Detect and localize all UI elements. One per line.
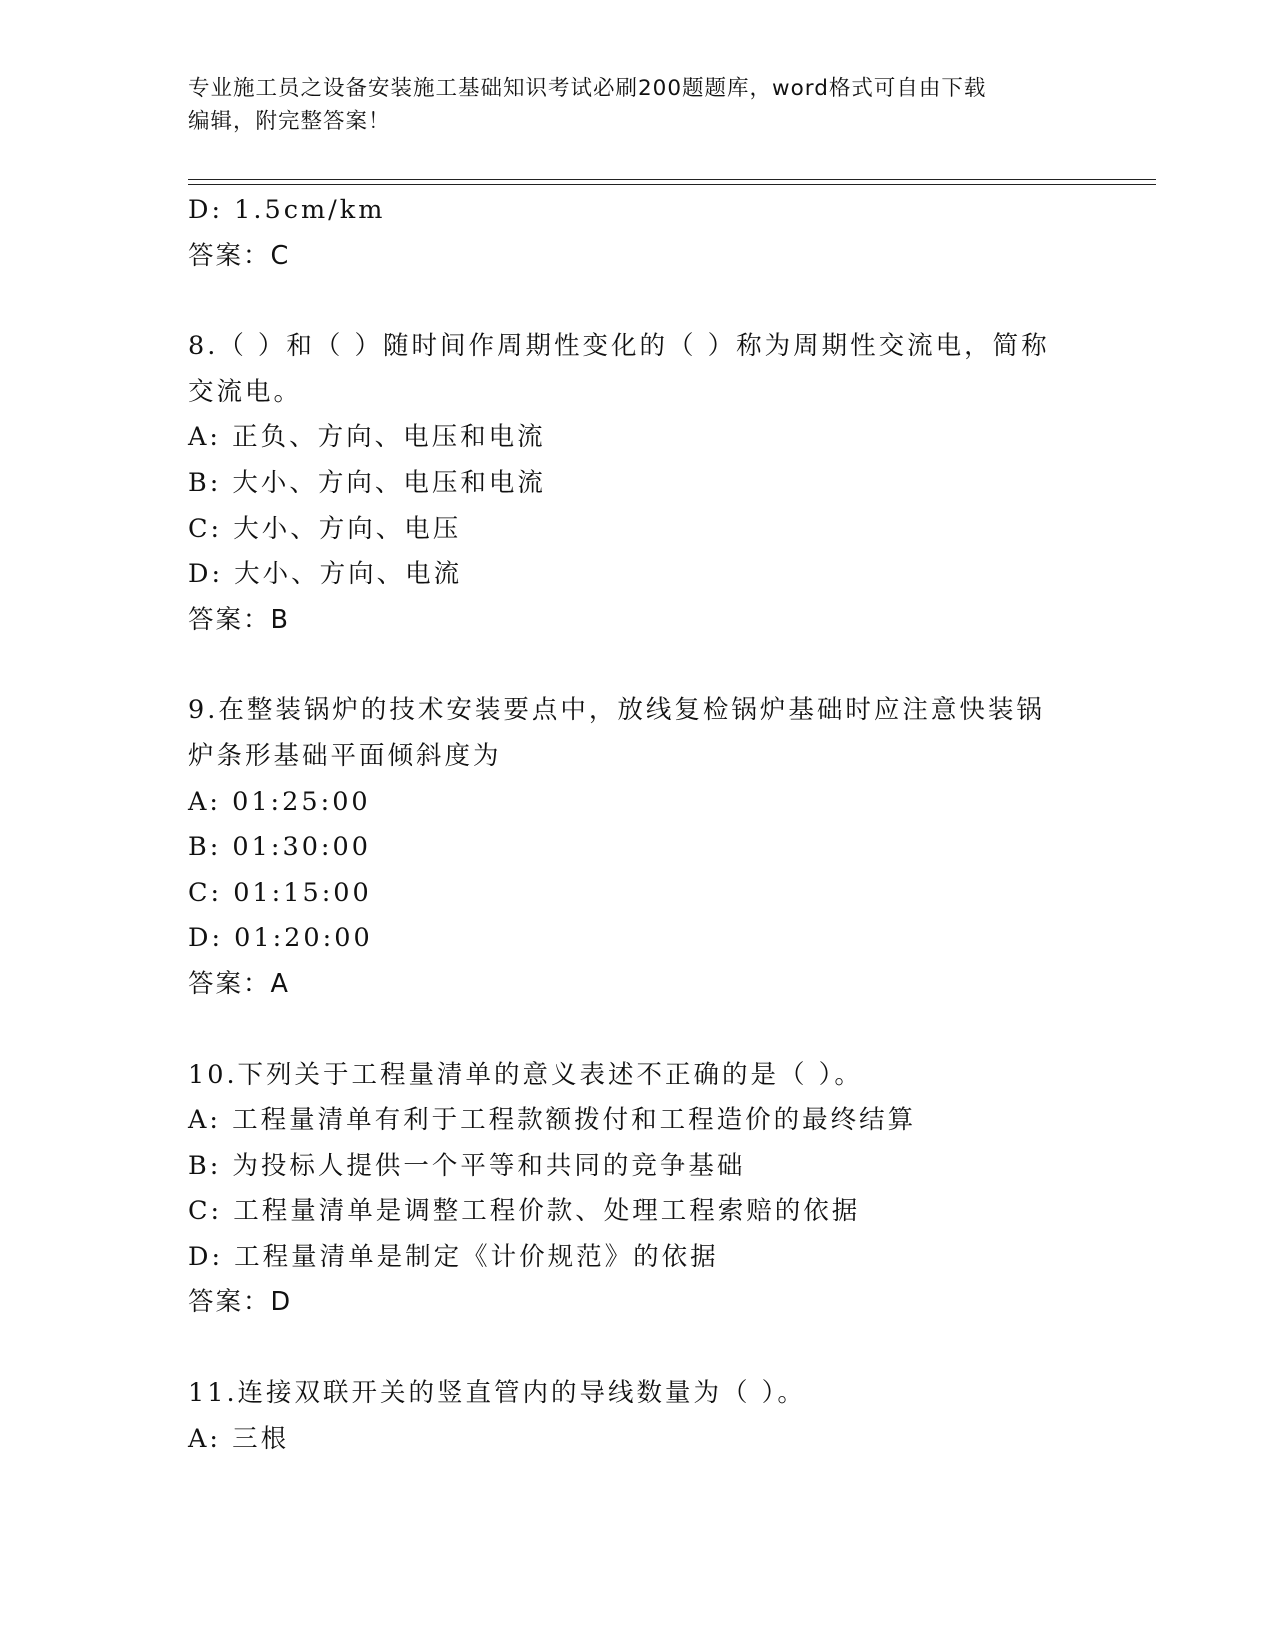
header-title-line-1: 专业施工员之设备安装施工基础知识考试必刷200题题库，word格式可自由下载: [188, 76, 987, 101]
option-d: D: 1.5cm/km: [188, 195, 386, 225]
answer-line: 答案：A: [188, 968, 290, 999]
question-text-line-1: 10.下列关于工程量清单的意义表述不正确的是（ ）。: [188, 1059, 863, 1090]
spacer: [188, 1326, 1088, 1371]
option-c: C: 01:15:00: [188, 877, 372, 908]
option-a: A: 01:25:00: [188, 786, 371, 817]
option-b: B: 为投标人提供一个平等和共同的竞争基础: [188, 1150, 746, 1181]
header-divider-top: [188, 179, 1156, 180]
question-11: [188, 1371, 1088, 1462]
option-b: B: 大小、方向、电压和电流: [188, 467, 546, 498]
spacer: [188, 1008, 1088, 1053]
question-text-line-1: 9.在整装锅炉的技术安装要点中，放线复检锅炉基础时应注意快装锅: [188, 695, 1045, 726]
answer-line: 答案：D: [188, 1287, 293, 1318]
option-d: D: 大小、方向、电流: [188, 559, 463, 590]
option-d: D: 01:20:00: [188, 923, 373, 954]
question-8: [188, 324, 1088, 643]
option-a: A: 三根: [188, 1423, 290, 1454]
option-c: C: 大小、方向、电压: [188, 513, 462, 544]
spacer: [188, 643, 1088, 688]
question-text-line-2: 交流电。: [188, 376, 303, 407]
question-9: [188, 688, 1088, 1007]
document-header: [188, 72, 1088, 138]
question-text-line-1: 8.（ ）和（ ）随时间作周期性变化的（ ）称为周期性交流电，简称: [188, 331, 1050, 362]
spacer: [188, 279, 1088, 324]
answer-line: 答案：C: [188, 240, 291, 271]
option-d: D: 工程量清单是制定《计价规范》的依据: [188, 1241, 719, 1272]
option-b: B: 01:30:00: [188, 832, 371, 863]
question-text-line-1: 11.连接双联开关的竖直管内的导线数量为（ ）。: [188, 1378, 806, 1409]
option-a: A: 正负、方向、电压和电流: [188, 422, 546, 453]
document-body: [188, 188, 1088, 1462]
question-text-line-2: 炉条形基础平面倾斜度为: [188, 740, 502, 771]
question-10: [188, 1053, 1088, 1327]
header-divider-bottom: [188, 184, 1156, 185]
header-title-line-2: 编辑，附完整答案！: [188, 109, 391, 134]
answer-line: 答案：B: [188, 604, 290, 635]
option-c: C: 工程量清单是调整工程价款、处理工程索赔的依据: [188, 1196, 861, 1227]
option-a: A: 工程量清单有利于工程款额拨付和工程造价的最终结算: [188, 1105, 917, 1136]
